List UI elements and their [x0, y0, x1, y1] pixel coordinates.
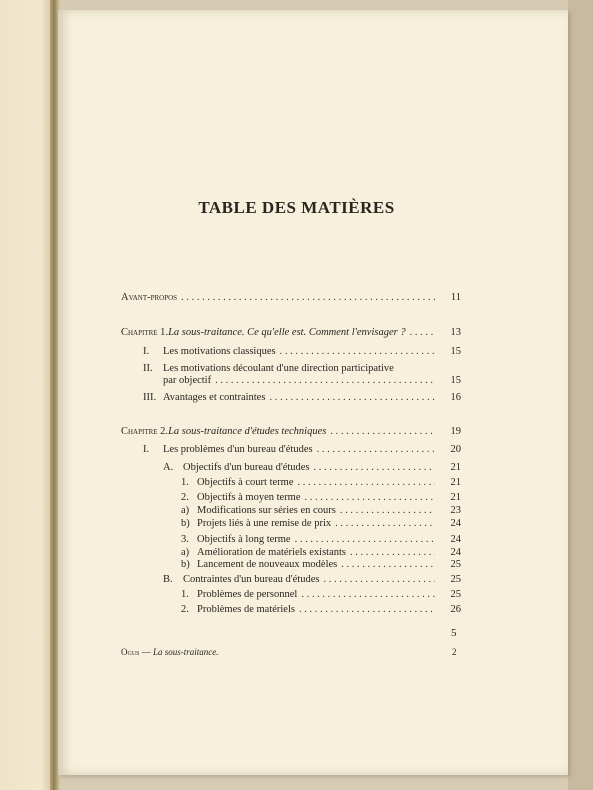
toc-entry — [181, 476, 461, 489]
leader-dots — [215, 374, 435, 387]
leader-dots — [181, 291, 435, 304]
toc-number: II. — [143, 363, 153, 374]
toc-page: 24 — [450, 534, 461, 545]
toc-entry — [181, 504, 461, 517]
toc-label: par objectif — [163, 375, 212, 386]
toc-label: Modifications sur séries en cours — [197, 505, 336, 516]
toc-label: Contraintes d'un bureau d'études — [183, 574, 320, 585]
toc-entry — [143, 391, 461, 404]
chapter-title: La sous-traitance. Ce qu'elle est. Comment l'envisager ? — [168, 327, 406, 338]
toc-label: Les motivations découlant d'une direction participative — [163, 363, 394, 374]
toc-page: 23 — [450, 505, 461, 516]
toc-page: 20 — [450, 444, 461, 455]
toc-number: a) — [181, 505, 190, 516]
toc-label: Objectifs à court terme — [197, 477, 294, 488]
toc-page: 13 — [450, 327, 461, 338]
leader-dots — [269, 391, 435, 404]
toc-entry — [163, 461, 461, 474]
toc-entry — [121, 291, 461, 304]
toc-page: 11 — [450, 292, 461, 303]
toc-page: 24 — [450, 547, 461, 558]
toc-number: III. — [143, 392, 157, 403]
background — [568, 0, 593, 790]
toc-entry — [143, 443, 461, 456]
chapter-label: Chapitre 2. — [121, 426, 169, 437]
leader-dots — [301, 588, 435, 601]
leader-dots — [335, 517, 435, 530]
toc-entry — [181, 491, 461, 504]
toc-page: 15 — [450, 375, 461, 386]
toc-entry — [163, 573, 461, 586]
toc-page: 21 — [450, 492, 461, 503]
leader-dots — [280, 345, 435, 358]
leader-dots — [299, 603, 435, 616]
toc-label: Lancement de nouveaux modèles — [197, 559, 338, 570]
leader-dots — [314, 461, 435, 474]
toc-label: Amélioration de matériels existants — [197, 547, 346, 558]
leader-dots — [341, 558, 435, 571]
toc-label: Objectifs à moyen terme — [197, 492, 301, 503]
footer-title: La sous-traitance. — [153, 647, 219, 657]
toc-number: a) — [181, 547, 190, 558]
leader-dots — [410, 326, 435, 339]
toc-page: 24 — [450, 518, 461, 529]
toc-number: 3. — [181, 534, 189, 545]
toc-label: Les motivations classiques — [163, 346, 276, 357]
toc-number: B. — [163, 574, 173, 585]
toc-label: Avantages et contraintes — [163, 392, 266, 403]
leader-dots — [340, 504, 435, 517]
page-title: TABLE DES MATIÈRES — [198, 198, 395, 217]
toc-page: 25 — [450, 559, 461, 570]
chapter-label: Chapitre 1. — [121, 327, 169, 338]
footer-signature-number: 2 — [452, 647, 457, 657]
toc-entry — [121, 425, 461, 438]
toc-label: Problèmes de personnel — [197, 589, 298, 600]
toc-label: Projets liés à une remise de prix — [197, 518, 332, 529]
toc-page: 21 — [450, 462, 461, 473]
toc-label: Objectifs d'un bureau d'études — [183, 462, 310, 473]
leader-dots — [305, 491, 435, 504]
toc-number: I. — [143, 346, 150, 357]
leader-dots — [317, 443, 435, 456]
toc-entry — [143, 345, 461, 358]
leader-dots — [330, 425, 435, 438]
toc-page: 26 — [450, 604, 461, 615]
toc-number: 1. — [181, 589, 189, 600]
leader-dots — [298, 476, 436, 489]
toc-entry — [181, 603, 461, 616]
toc-entry — [181, 533, 461, 546]
toc-page: 25 — [450, 574, 461, 585]
toc-entry — [181, 517, 461, 530]
chapter-title: La sous-traitance d'études techniques — [168, 426, 327, 437]
toc-label: Problèmes de matériels — [197, 604, 295, 615]
toc-entry — [181, 588, 461, 601]
toc-entry-continued — [163, 374, 461, 387]
toc-label: Les problèmes d'un bureau d'études — [163, 444, 313, 455]
toc-label: Objectifs à long terme — [197, 534, 291, 545]
toc-number: b) — [181, 559, 190, 570]
toc-number: I. — [143, 444, 150, 455]
toc-entry — [121, 326, 461, 339]
footer-author: Ogus — — [121, 647, 151, 657]
toc-page: 15 — [450, 346, 461, 357]
footer-signature — [121, 647, 219, 657]
page-number: 5 — [451, 627, 457, 639]
toc-label: Avant-propos — [121, 292, 178, 303]
toc-number: 2. — [181, 604, 189, 615]
toc-entry — [181, 558, 461, 571]
toc-page: 21 — [450, 477, 461, 488]
toc-number: 2. — [181, 492, 189, 503]
toc-page: 25 — [450, 589, 461, 600]
toc-number: b) — [181, 518, 190, 529]
toc-number: 1. — [181, 477, 189, 488]
toc-page: 16 — [450, 392, 461, 403]
toc-page: 19 — [450, 426, 461, 437]
leader-dots — [323, 573, 435, 586]
toc-number: A. — [163, 462, 174, 473]
leader-dots — [295, 533, 435, 546]
